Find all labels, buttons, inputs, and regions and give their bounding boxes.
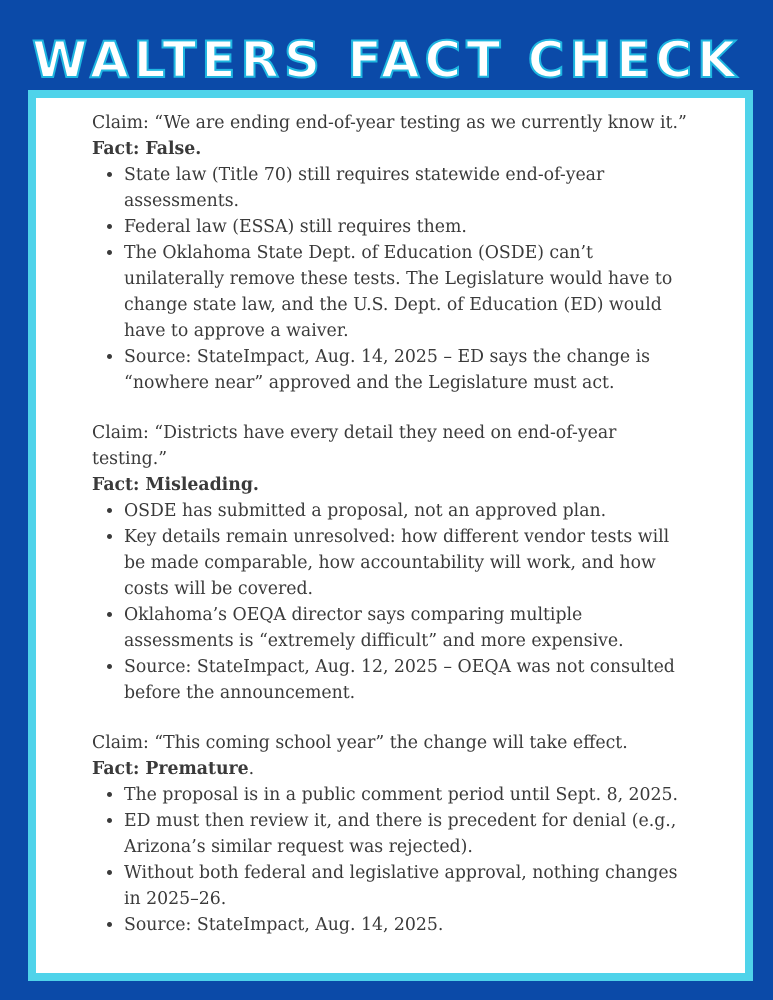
evidence-list [92,782,692,938]
list-item: • Source: StateImpact, Aug. 14, 2025 – ED says the change is “nowhere near” approved and the Legislature must act. [124,344,692,396]
fact-label: Fact: Premature [92,759,249,779]
list-item: • Oklahoma’s OEQA director says comparing multiple assessments is “extremely difficult” and more expensive. [124,602,692,654]
fact-check-card [28,90,753,981]
claim-text: Claim: “This coming school year” the change will take effect. [92,733,628,753]
list-item: • Without both federal and legislative approval, nothing changes in 2025–26. [124,860,692,912]
list-item: • OSDE has submitted a proposal, not an approved plan. [124,498,692,524]
fact-label: Fact: Misleading. [92,475,259,495]
list-item: • Source: StateImpact, Aug. 12, 2025 – OEQA was not consulted before the announcement. [124,654,692,706]
list-item: • The Oklahoma State Dept. of Education (OSDE) can’t unilaterally remove these tests. The Legislature would have to change state law, and the U.S. Dept. of Education (ED) would have to approve a waiver. [124,240,692,344]
claim-text: Claim: “Districts have every detail they need on end-of-year testing.” [92,423,617,469]
claim-text: Claim: “We are ending end-of-year testing as we currently know it.” [92,113,687,133]
claim-section-2 [92,420,692,706]
fact-verdict [92,756,692,782]
list-item: • ED must then review it, and there is precedent for denial (e.g., Arizona’s similar request was rejected). [124,808,692,860]
list-item: • Key details remain unresolved: how different vendor tests will be made comparable, how accountability will work, and how costs will be covered. [124,524,692,602]
list-item: • State law (Title 70) still requires statewide end-of-year assessments. [124,162,692,214]
evidence-list [92,498,692,706]
fact-suffix: . [248,759,255,779]
evidence-list [92,162,692,396]
fact-verdict [92,136,692,162]
claim-section-3 [92,730,692,938]
list-item: • The proposal is in a public comment period until Sept. 8, 2025. [124,782,692,808]
page-title: WALTERS FACT CHECK [32,31,741,89]
list-item: • Source: StateImpact, Aug. 14, 2025. [124,912,692,938]
fact-check-content [92,110,692,938]
list-item: • Federal law (ESSA) still requires them. [124,214,692,240]
fact-verdict [92,472,692,498]
claim-section-1 [92,110,692,396]
fact-label: Fact: False. [92,139,202,159]
